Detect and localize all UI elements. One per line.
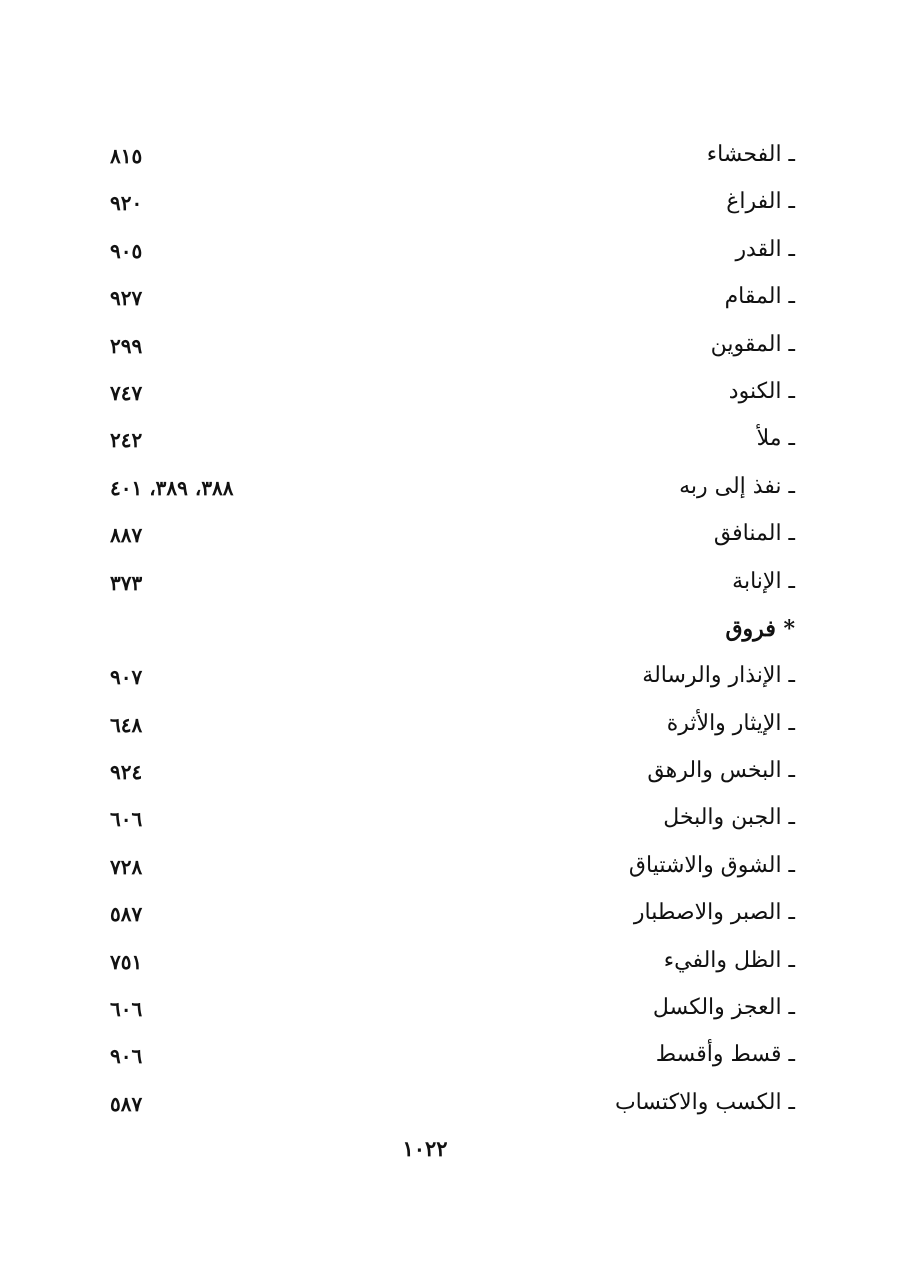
- index-term: ـ قسط وأقسط: [655, 1042, 795, 1068]
- index-term: ـ الكنود: [728, 378, 795, 404]
- index-page-refs: ٦٠٦: [110, 807, 143, 832]
- index-term: ـ الجبن والبخل: [663, 805, 795, 831]
- index-entry: [110, 515, 795, 562]
- index-page-refs: ٩٠٧: [110, 665, 143, 690]
- index-term: ـ الفحشاء: [706, 142, 795, 167]
- index-entry: [110, 705, 795, 752]
- index-entry: [110, 278, 795, 325]
- index-page-refs: ٥٨٧: [110, 1091, 143, 1116]
- index-entry: [110, 183, 795, 230]
- index-entry: [110, 373, 795, 420]
- index-list: [110, 136, 795, 1131]
- index-entry: [110, 326, 795, 373]
- index-term: ـ العجز والكسل: [652, 995, 795, 1021]
- index-term: ـ القدر: [735, 236, 795, 262]
- index-page-refs: ٢٤٢: [110, 428, 143, 453]
- index-page-refs: ٢٩٩: [110, 333, 143, 358]
- index-term: ـ المقوين: [710, 331, 795, 357]
- index-term: ـ الفراغ: [726, 189, 795, 215]
- index-entry: [110, 420, 795, 467]
- index-entry: [110, 894, 795, 941]
- index-term: ـ الإنابة: [732, 568, 795, 594]
- page-number: ١٠٢٢: [402, 1136, 448, 1161]
- index-page-refs: ٩٢٧: [110, 286, 143, 311]
- section-heading-row: [110, 610, 795, 657]
- index-entry: [110, 989, 795, 1036]
- index-entry: [110, 231, 795, 278]
- index-page-refs: ٣٨٨، ٣٨٩، ٤٠١: [110, 475, 234, 500]
- index-page-refs: ٦٠٦: [110, 997, 143, 1022]
- index-term: ـ الصبر والاصطبار: [633, 900, 795, 926]
- index-entry: [110, 136, 795, 183]
- index-entry: [110, 847, 795, 894]
- index-term: ـ نفذ إلى ربه: [679, 473, 795, 499]
- index-page-refs: ٧٥١: [110, 949, 143, 974]
- section-heading: * فروق: [725, 615, 795, 642]
- index-entry: [110, 942, 795, 989]
- index-page-refs: ٦٤٨: [110, 712, 143, 737]
- index-entry: [110, 657, 795, 704]
- index-page-refs: ٨١٥: [110, 144, 143, 168]
- index-page-refs: ٩٠٦: [110, 1044, 143, 1069]
- index-entry: [110, 468, 795, 515]
- index-page-refs: ٨٨٧: [110, 523, 143, 548]
- index-page-refs: ٣٧٣: [110, 570, 143, 595]
- index-page-refs: ٩٢٠: [110, 191, 143, 216]
- index-term: ـ الإيثار والأثرة: [666, 710, 795, 736]
- index-entry: [110, 752, 795, 799]
- index-term: ـ الشوق والاشتياق: [628, 852, 795, 878]
- index-page-refs: ٧٢٨: [110, 854, 143, 879]
- index-page-refs: ٩٢٤: [110, 760, 143, 785]
- index-term: ـ الكسب والاكتساب: [614, 1089, 795, 1115]
- index-page-refs: ٩٠٥: [110, 238, 143, 263]
- index-term: ـ الإنذار والرسالة: [642, 663, 795, 689]
- index-term: ـ المنافق: [713, 521, 795, 547]
- index-page-refs: ٥٨٧: [110, 902, 143, 927]
- index-entry: [110, 1084, 795, 1131]
- index-entry: [110, 799, 795, 846]
- index-term: ـ ملأ: [756, 426, 795, 452]
- index-page-refs: ٧٤٧: [110, 380, 143, 405]
- index-term: ـ البخس والرهق: [647, 758, 795, 784]
- index-entry: [110, 1036, 795, 1083]
- index-term: ـ الظل والفيء: [663, 947, 795, 973]
- index-term: ـ المقام: [724, 284, 795, 310]
- index-entry: [110, 563, 795, 610]
